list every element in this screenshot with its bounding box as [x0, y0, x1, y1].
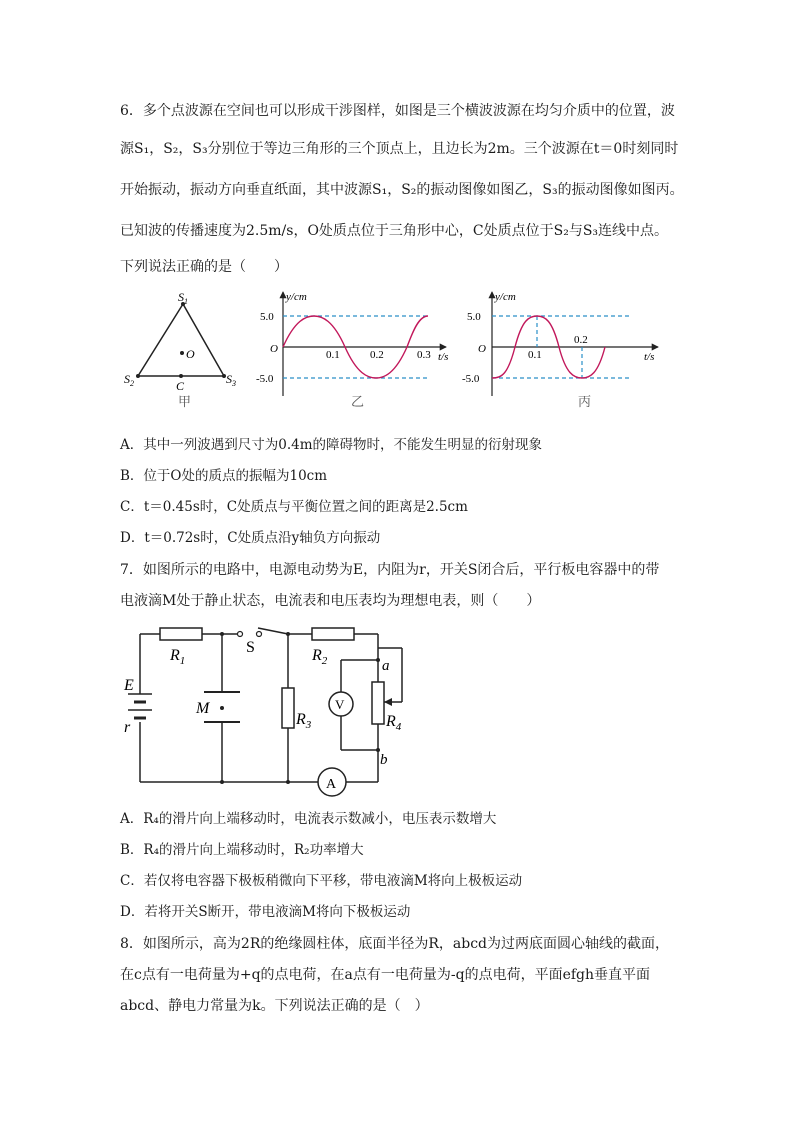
q7-line-2: 电液滴M处于静止状态，电流表和电压表均为理想电表，则（ ） — [120, 593, 541, 609]
node-r3-top — [286, 632, 290, 636]
q6-line-5: 下列说法正确的是（ ） — [120, 259, 288, 275]
triangle — [138, 304, 224, 376]
label-a: a — [382, 658, 390, 674]
node-cap-bottom — [220, 780, 224, 784]
figure-wave-bing — [460, 284, 665, 412]
q6-line-2: 源S₁，S₂，S₃分别位于等边三角形的三个顶点上，且边长为2m。三个波源在t＝0时刻同时 — [120, 141, 679, 157]
yi-y-bottom: -5.0 — [256, 373, 274, 385]
label-r2: $R_2$ — [312, 647, 328, 667]
q7-option-a: A．R₄的滑片向上端移动时，电流表示数减小，电压表示数增大 — [120, 811, 497, 827]
label-internal-r: r — [124, 719, 131, 736]
q6-line-3: 开始振动，振动方向垂直纸面，其中波源S₁，S₂的振动图像如图乙，S₃的振动图像如图丙。 — [120, 182, 684, 198]
q8-line-2: 在c点有一电荷量为+q的点电荷，在a点有一电荷量为-q的点电荷，平面efgh垂直平面 — [120, 967, 651, 983]
droplet-m — [220, 706, 224, 710]
bing-y-top: 5.0 — [467, 311, 481, 323]
caption-bing: 丙 — [578, 394, 592, 409]
q8-line-1: 8．如图所示，高为2R的绝缘圆柱体，底面半径为R，abcd为过两底面圆心轴线的截面， — [120, 936, 670, 952]
label-voltmeter: V — [335, 697, 345, 712]
switch-contact-left — [238, 632, 243, 637]
bing-y-label: y/cm — [495, 291, 516, 303]
bing-y-bottom: -5.0 — [462, 373, 480, 385]
label-c: C — [176, 379, 185, 393]
q6-option-b: B．位于O处的质点的振幅为10cm — [120, 468, 328, 484]
node-cap-top — [220, 632, 224, 636]
yi-tick-3: 0.3 — [417, 349, 431, 361]
resistor-r2 — [312, 628, 354, 640]
yi-t-label: t/s — [438, 351, 449, 363]
q7-line-1: 7．如图所示的电路中，电源电动势为E，内阻为r，开关S闭合后，平行板电容器中的带 — [120, 562, 660, 578]
q7-option-c: C．若仅将电容器下极板稍微向下平移，带电液滴M将向上极板运动 — [120, 873, 523, 889]
caption-jia: 甲 — [178, 394, 192, 409]
yi-origin: O — [270, 343, 278, 355]
circuit-diagram — [116, 620, 406, 800]
yi-tick-2: 0.2 — [370, 349, 384, 361]
bing-t-label: t/s — [644, 351, 655, 363]
node-a — [376, 658, 380, 662]
yi-y-top: 5.0 — [260, 311, 274, 323]
resistor-r1 — [160, 628, 202, 640]
figure-wave-yi — [256, 284, 456, 412]
label-s1: $S_1$ — [178, 290, 188, 306]
yi-tick-1: 0.1 — [326, 349, 340, 361]
switch-contact-right — [257, 632, 262, 637]
bing-tick-2: 0.2 — [574, 334, 588, 346]
point-s2 — [136, 374, 140, 378]
label-switch: S — [246, 639, 255, 656]
label-s3: $S_3$ — [226, 372, 236, 388]
battery-icon — [128, 694, 152, 718]
label-ammeter: A — [326, 777, 337, 792]
q8-line-3: abcd、静电力常量为k。下列说法正确的是（ ） — [120, 998, 429, 1014]
q6-line-4: 已知波的传播速度为2.5m/s，O处质点位于三角形中心，C处质点位于S₂与S₃连线中点。 — [120, 223, 669, 239]
q6-option-a: A．其中一列波遇到尺寸为0.4m的障碍物时，不能发生明显的衍射现象 — [120, 437, 543, 453]
q6-option-c: C．t＝0.45s时，C处质点与平衡位置之间的距离是2.5cm — [120, 499, 468, 515]
node-r3-bottom — [286, 780, 290, 784]
bing-tick-1: 0.1 — [528, 349, 542, 361]
q7-option-b: B．R₄的滑片向上端移动时，R₂功率增大 — [120, 842, 364, 858]
rheostat-r4 — [372, 682, 384, 724]
q6-option-d: D．t＝0.72s时，C处质点沿y轴负方向振动 — [120, 530, 381, 546]
bing-origin: O — [478, 343, 486, 355]
point-c — [179, 374, 183, 378]
label-s2: $S_2$ — [124, 372, 134, 388]
caption-yi: 乙 — [351, 394, 365, 409]
label-r1: $R_1$ — [170, 647, 186, 667]
q6-line-1: 6．多个点波源在空间也可以形成干涉图样，如图是三个横波波源在均匀介质中的位置，波 — [120, 103, 675, 119]
label-r3: $R_3$ — [296, 711, 312, 731]
label-b: b — [380, 752, 388, 768]
point-o — [180, 351, 184, 355]
figure-triangle — [118, 286, 248, 411]
label-o: O — [186, 347, 195, 361]
q7-option-d: D．若将开关S断开，带电液滴M将向下极板运动 — [120, 904, 411, 920]
yi-y-label: y/cm — [286, 291, 307, 303]
label-droplet: M — [196, 700, 210, 717]
slider-arrow-icon — [384, 698, 392, 706]
label-r4: $R_4$ — [386, 713, 402, 733]
label-emf: E — [124, 677, 134, 694]
resistor-r3 — [282, 688, 294, 728]
